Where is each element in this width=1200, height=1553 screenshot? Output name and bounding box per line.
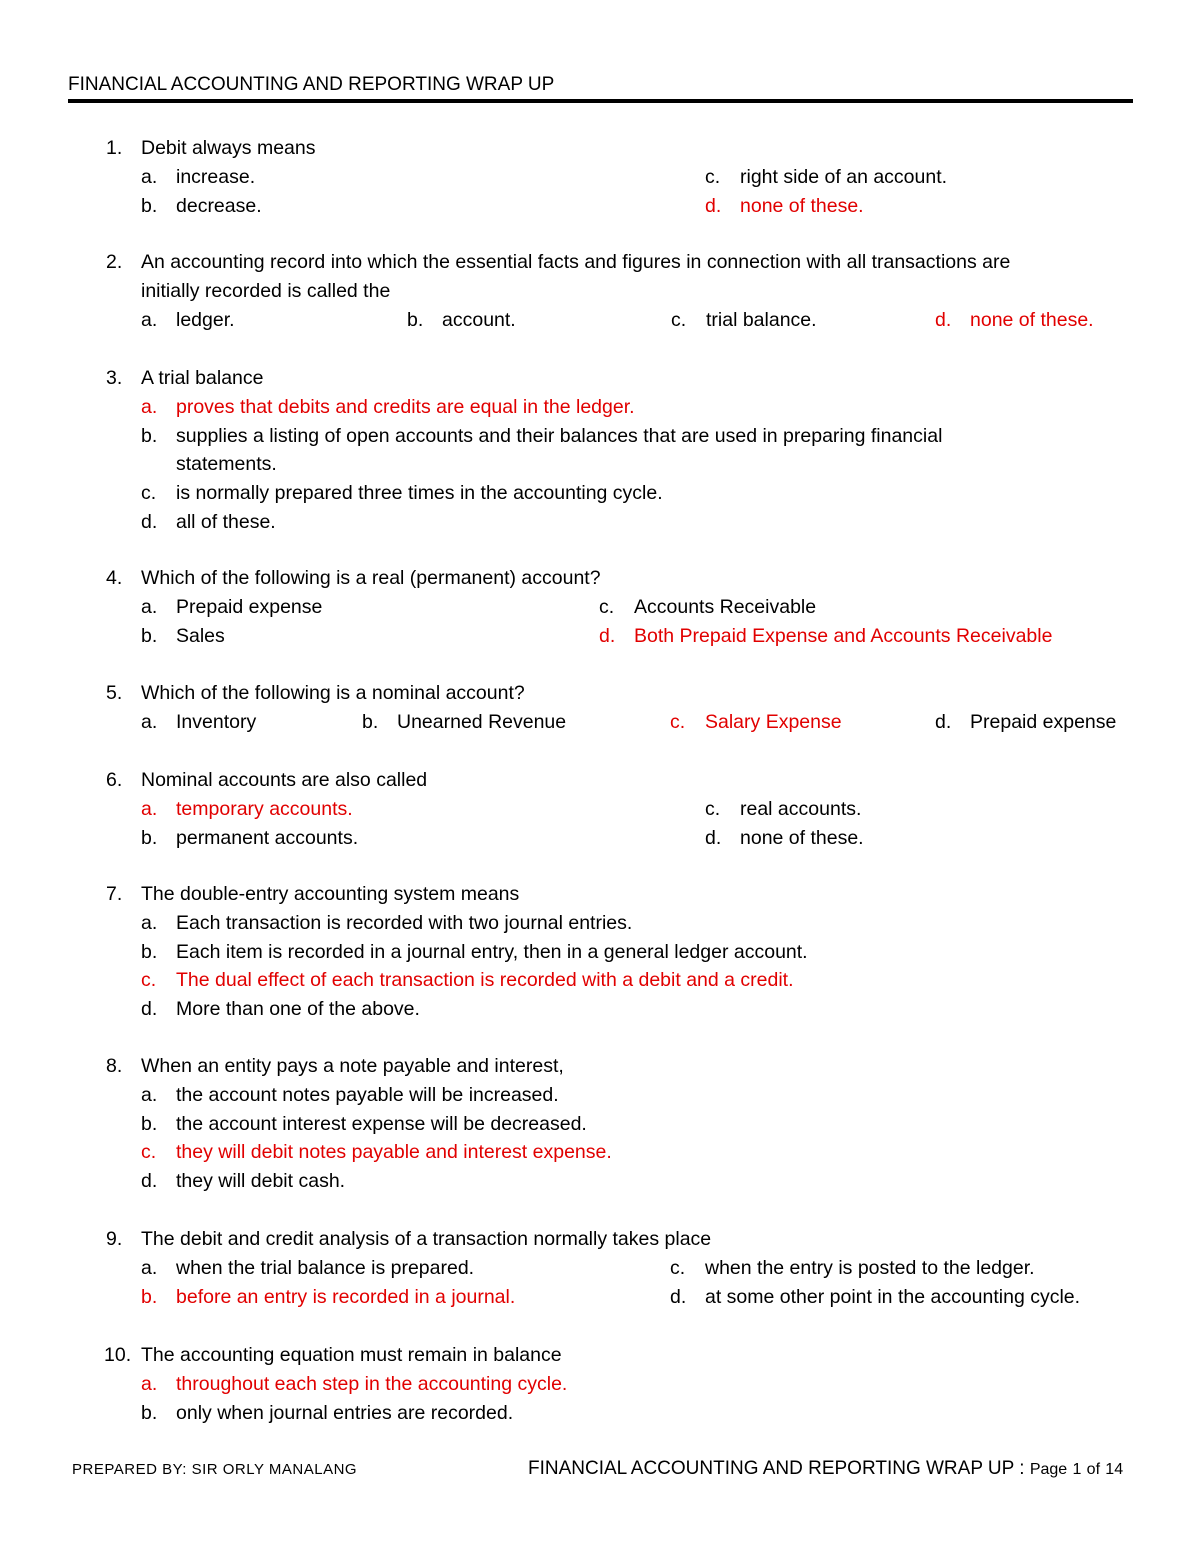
- option-letter: b.: [141, 1112, 158, 1135]
- option-text: increase.: [176, 165, 256, 188]
- option-text: all of these.: [176, 511, 276, 533]
- question-number: 7.: [106, 883, 123, 905]
- question-stem: When an entity pays a note payable and interest,: [141, 1055, 564, 1077]
- option-text: none of these.: [970, 308, 1094, 331]
- option-text: Each item is recorded in a journal entry, then in a general ledger account.: [176, 940, 808, 963]
- option-text: throughout each step in the accounting cycle.: [176, 1372, 568, 1395]
- option-text: real accounts.: [740, 797, 862, 820]
- question-number: 3.: [106, 367, 123, 389]
- question-number: 9.: [106, 1228, 123, 1250]
- option-letter: a.: [141, 710, 158, 733]
- option-text: at some other point in the accounting cycle.: [705, 1285, 1081, 1308]
- option-text: permanent accounts.: [176, 826, 359, 849]
- question-stem: The accounting equation must remain in balance: [141, 1344, 562, 1366]
- question-number: 10.: [104, 1344, 132, 1366]
- prepared-by: PREPARED BY: SIR ORLY MANALANG: [72, 1461, 358, 1478]
- question-stem: A trial balance: [141, 367, 264, 389]
- option-letter: d.: [705, 826, 722, 849]
- question-stem: The debit and credit analysis of a transaction normally takes place: [141, 1228, 712, 1250]
- option-text: temporary accounts.: [176, 797, 353, 820]
- option-letter: c.: [671, 308, 687, 331]
- option-letter: a.: [141, 1083, 158, 1106]
- page-header-title: FINANCIAL ACCOUNTING AND REPORTING WRAP UP: [68, 74, 555, 95]
- option-letter: b.: [362, 710, 379, 733]
- option-text: only when journal entries are recorded.: [176, 1401, 514, 1424]
- option-text: Accounts Receivable: [634, 595, 817, 618]
- option-text: Inventory: [176, 710, 257, 733]
- option-letter: d.: [935, 710, 952, 733]
- option-letter: c.: [141, 1141, 157, 1164]
- footer-of-label: of: [1086, 1461, 1101, 1478]
- question-number: 2.: [106, 251, 123, 273]
- question-number: 6.: [106, 769, 123, 791]
- option-text: the account interest expense will be decreased.: [176, 1112, 587, 1135]
- option-text: Both Prepaid Expense and Accounts Receivable: [634, 624, 1053, 647]
- option-text: Unearned Revenue: [397, 710, 567, 733]
- option-text: decrease.: [176, 194, 262, 217]
- option-letter: a.: [141, 1256, 158, 1279]
- option-text: Salary Expense: [705, 710, 842, 733]
- option-letter: c.: [705, 797, 721, 820]
- option-text: Prepaid expense: [176, 595, 323, 618]
- option-letter: c.: [670, 710, 686, 733]
- option-letter: b.: [141, 1401, 158, 1424]
- question-number: 4.: [106, 567, 123, 589]
- option-text: is normally prepared three times in the accounting cycle.: [176, 482, 663, 505]
- question-stem: An accounting record into which the essential facts and figures in connection with all transactions are: [141, 251, 1011, 273]
- option-letter: a.: [141, 395, 158, 418]
- option-text: Sales: [176, 624, 225, 647]
- option-text: trial balance.: [706, 308, 817, 331]
- option-letter: c.: [141, 969, 157, 992]
- option-text: before an entry is recorded in a journal.: [176, 1285, 516, 1308]
- option-letter: a.: [141, 165, 158, 188]
- option-text: when the trial balance is prepared.: [176, 1256, 475, 1279]
- option-letter: a.: [141, 308, 158, 331]
- question-number: 1.: [106, 137, 123, 159]
- option-text: right side of an account.: [740, 165, 948, 188]
- option-letter: d.: [670, 1285, 687, 1308]
- option-letter: b.: [141, 194, 158, 217]
- option-letter: b.: [141, 826, 158, 849]
- option-letter: c.: [670, 1256, 686, 1279]
- option-text: Prepaid expense: [970, 710, 1117, 733]
- option-letter: d.: [599, 624, 616, 647]
- option-letter: d.: [705, 194, 722, 217]
- option-letter: b.: [141, 424, 158, 447]
- question-stem: Nominal accounts are also called: [141, 769, 428, 791]
- option-letter: a.: [141, 595, 158, 618]
- option-text: the account notes payable will be increased.: [176, 1083, 559, 1106]
- option-letter: b.: [141, 1285, 158, 1308]
- option-text: they will debit notes payable and interest expense.: [176, 1141, 612, 1164]
- option-text: when the entry is posted to the ledger.: [705, 1256, 1035, 1279]
- question-stem: initially recorded is called the: [141, 279, 391, 302]
- option-letter: a.: [141, 797, 158, 820]
- question-number: 5.: [106, 682, 123, 704]
- question-number: 8.: [106, 1055, 123, 1077]
- header-rule: [68, 99, 1133, 103]
- option-letter: c.: [599, 595, 615, 618]
- option-letter: c.: [141, 482, 157, 505]
- option-text: The dual effect of each transaction is recorded with a debit and a credit.: [176, 969, 794, 992]
- option-letter: a.: [141, 911, 158, 934]
- question-stem: Debit always means: [141, 137, 316, 159]
- option-letter: d.: [141, 1170, 158, 1193]
- footer-page-total: 14: [1105, 1461, 1124, 1478]
- question-stem: Which of the following is a nominal account?: [141, 682, 525, 704]
- option-text: ledger.: [176, 308, 235, 331]
- option-text: proves that debits and credits are equal in the ledger.: [176, 395, 635, 418]
- footer-doc-title: FINANCIAL ACCOUNTING AND REPORTING WRAP UP :: [528, 1458, 1025, 1479]
- question-stem: The double-entry accounting system means: [141, 883, 520, 905]
- option-letter: d.: [141, 511, 158, 533]
- option-letter: a.: [141, 1372, 158, 1395]
- footer-page-label: Page: [1029, 1461, 1068, 1478]
- question-stem: Which of the following is a real (permanent) account?: [141, 567, 601, 589]
- option-text: none of these.: [740, 194, 864, 217]
- option-letter: b.: [141, 624, 158, 647]
- option-letter: b.: [141, 940, 158, 963]
- option-letter: d.: [935, 308, 952, 331]
- option-letter: d.: [141, 998, 158, 1021]
- option-text: none of these.: [740, 826, 864, 849]
- option-text: they will debit cash.: [176, 1170, 346, 1193]
- option-text: Each transaction is recorded with two journal entries.: [176, 911, 633, 934]
- footer-page-number: 1: [1072, 1461, 1082, 1478]
- option-text: More than one of the above.: [176, 998, 420, 1021]
- option-letter: b.: [407, 308, 424, 331]
- option-text: account.: [442, 308, 516, 331]
- page-footer: [528, 1458, 1123, 1480]
- option-letter: c.: [705, 165, 721, 188]
- option-text: supplies a listing of open accounts and their balances that are used in preparing financial: [176, 424, 943, 447]
- option-text-continued: statements.: [176, 453, 277, 476]
